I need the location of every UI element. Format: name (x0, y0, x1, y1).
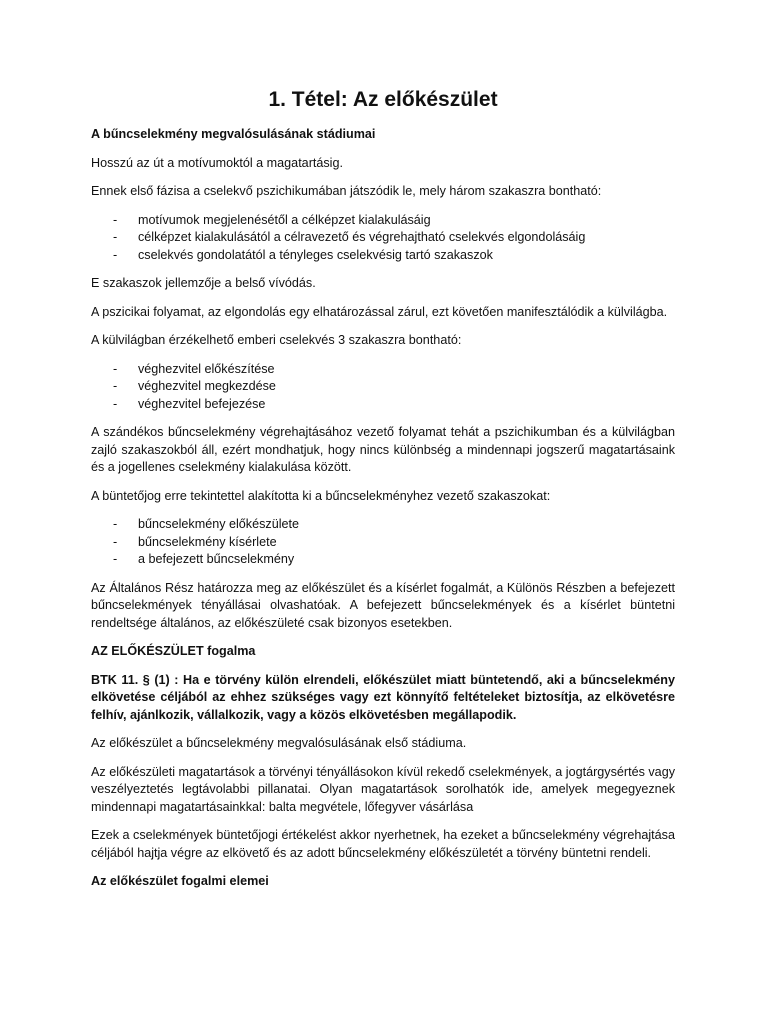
section-heading-concept: AZ ELŐKÉSZÜLET fogalma (91, 644, 256, 658)
bullet-list-external-stages (91, 361, 675, 414)
paragraph: Ezek a cselekmények büntetőjogi értékelést akkor nyerhetnek, ha ezeket a bűncselekmény végrehajtása céljából hajtja végre az elkövető és az adott bűncselekmény előkészületét a törvény büntetni rendeli. (91, 828, 675, 860)
list-item: - véghezvitel befejezése (91, 396, 675, 414)
paragraph: A szándékos bűncselekmény végrehajtásához vezető folyamat tehát a pszichikumban és a külvilágban zajló szakaszokból áll, ezért mondhatjuk, hogy nincs különbség a mindennapi jogszerű magatartásaink és a jogellenes cselekmény kialakulása között. (91, 425, 675, 474)
paragraph: Az Általános Rész határozza meg az előkészület és a kísérlet fogalmát, a Különös Részben a befejezett bűncselekmények tényállásai olvashatóak. A befejezett bűncselekmények és a kísérlet büntetni rendeltsége általános, az előkészületé csak bizonyos esetekben. (91, 580, 675, 630)
paragraph: Az előkészületi magatartások a törvényi tényállásokon kívül rekedő cselekmények, a jogtárgysértés vagy veszélyeztetés legtávolabbi pillanatai. Olyan magatartások sorolhatók ide, amelyek megegyeznek mindennapi magatartásainkkal: balta megvétele, lőfegyver vásárlása (91, 764, 675, 814)
list-item: - cselekvés gondolatától a tényleges cselekvésig tartó szakaszok (91, 247, 675, 265)
list-item: - a befejezett bűncselekmény (91, 551, 675, 569)
paragraph: A pszicikai folyamat, az elgondolás egy elhatározással zárul, ezt követően manifesztálódik a külvilágba. (91, 304, 668, 319)
section-heading-stages: A bűncselekmény megvalósulásának stádiumai (91, 127, 376, 141)
list-item: - bűncselekmény kísérlete (91, 534, 675, 552)
list-item: - bűncselekmény előkészülete (91, 516, 675, 534)
list-item: - célképzet kialakulásától a célravezető és végrehajtható cselekvés elgondolásáig (91, 229, 675, 247)
list-item: - véghezvitel előkészítése (91, 361, 675, 379)
paragraph: Hosszú az út a motívumoktól a magatartásig. (91, 155, 343, 170)
paragraph: E szakaszok jellemzője a belső vívódás. (91, 276, 316, 290)
paragraph: A külvilágban érzékelhető emberi cselekvés 3 szakaszra bontható: (91, 333, 462, 347)
legal-citation: BTK 11. § (1) : Ha e törvény külön elrendeli, előkészület miatt büntetendő, aki a bűncselekmény elkövetése céljából az ehhez szükséges vagy ezt könnyítő feltételeket biztosítja, az elkövetésre felhív, ajánlkozik, vállalkozik, vagy a közös elkövetésben megállapodik. (91, 672, 675, 722)
bullet-list-psychic-stages (91, 212, 675, 265)
list-item: - véghezvitel megkezdése (91, 378, 675, 396)
paragraph: Ennek első fázisa a cselekvő pszichikumában játszódik le, mely három szakaszra bontható: (91, 184, 602, 198)
section-heading-elements: Az előkészület fogalmi elemei (91, 874, 269, 888)
bullet-list-crime-stages (91, 516, 675, 569)
paragraph: A büntetőjog erre tekintettel alakította ki a bűncselekményhez vezető szakaszokat: (91, 488, 551, 503)
document-page (91, 86, 675, 902)
document-title: 1. Tétel: Az előkészület (268, 88, 498, 111)
list-item: - motívumok megjelenésétől a célképzet kialakulásáig (91, 212, 675, 230)
paragraph: Az előkészület a bűncselekmény megvalósulásának első stádiuma. (91, 736, 467, 750)
